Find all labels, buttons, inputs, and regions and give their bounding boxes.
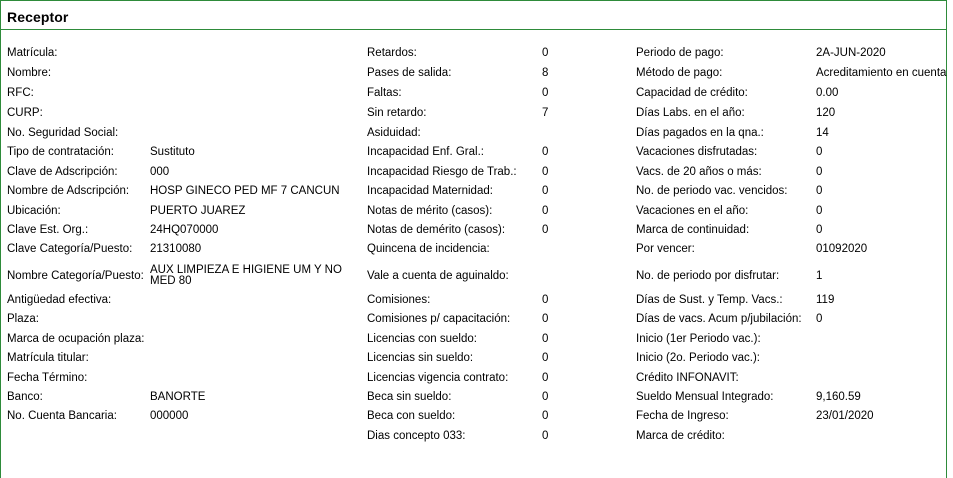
field-label: Asiduidad: xyxy=(367,127,421,139)
field-label: Días pagados en la qna.: xyxy=(636,127,764,139)
field-row xyxy=(1,310,946,330)
field-value: 0 xyxy=(542,372,549,384)
field-value: 0 xyxy=(816,224,823,236)
field-value: 0 xyxy=(816,185,823,197)
field-row xyxy=(1,263,946,289)
field-label: No. de periodo por disfrutar: xyxy=(636,270,780,282)
field-row xyxy=(1,182,946,202)
field-value: 0 xyxy=(542,352,549,364)
field-row xyxy=(1,330,946,350)
field-label: Vacaciones disfrutadas: xyxy=(636,146,758,158)
field-row xyxy=(1,240,946,260)
field-label: RFC: xyxy=(7,87,34,99)
field-row xyxy=(1,104,946,124)
field-label: Clave Est. Org.: xyxy=(7,224,89,236)
field-label: Por vencer: xyxy=(636,243,695,255)
field-label: Sin retardo: xyxy=(367,107,427,119)
field-value: 7 xyxy=(542,107,549,119)
field-row xyxy=(1,44,946,64)
field-label: Inicio (2o. Periodo vac.): xyxy=(636,352,761,364)
field-row xyxy=(1,143,946,163)
field-label: Fecha Término: xyxy=(7,372,88,384)
field-value: 0 xyxy=(542,185,549,197)
field-value: 0 xyxy=(542,146,549,158)
field-label: Vacs. de 20 años o más: xyxy=(636,166,762,178)
receptor-header xyxy=(1,7,946,30)
field-value: HOSP GINECO PED MF 7 CANCUN xyxy=(150,185,340,197)
field-label: Incapacidad Enf. Gral.: xyxy=(367,146,484,158)
field-label: Periodo de pago: xyxy=(636,47,724,59)
field-label: Método de pago: xyxy=(636,67,723,79)
field-value: 0 xyxy=(542,313,549,325)
field-value: AUX LIMPIEZA E HIGIENE UM Y NO MED 80 xyxy=(150,264,342,287)
field-label: Comisiones: xyxy=(367,294,431,306)
field-label: Marca de ocupación plaza: xyxy=(7,333,145,345)
field-row xyxy=(1,407,946,427)
field-value: 01092020 xyxy=(816,243,868,255)
field-label: Inicio (1er Periodo vac.): xyxy=(636,333,761,345)
section-title: Receptor xyxy=(7,9,69,25)
field-label: Tipo de contratación: xyxy=(7,146,114,158)
field-label: Licencias vigencia contrato: xyxy=(367,372,509,384)
field-label: Antigüedad efectiva: xyxy=(7,294,112,306)
field-row xyxy=(1,64,946,84)
field-label: Pases de salida: xyxy=(367,67,452,79)
field-value: 119 xyxy=(816,294,835,306)
field-value: 0 xyxy=(816,313,823,325)
field-label: Nombre de Adscripción: xyxy=(7,185,130,197)
field-row xyxy=(1,163,946,183)
field-value: 9,160.59 xyxy=(816,391,861,403)
field-label: Licencias sin sueldo: xyxy=(367,352,474,364)
field-row xyxy=(1,84,946,104)
field-label: Dias concepto 033: xyxy=(367,430,466,442)
field-label: Banco: xyxy=(7,391,43,403)
field-label: Nombre: xyxy=(7,67,52,79)
field-label: Incapacidad Riesgo de Trab.: xyxy=(367,166,517,178)
field-label: Beca con sueldo: xyxy=(367,410,456,422)
field-label: Marca de crédito: xyxy=(636,430,725,442)
field-row xyxy=(1,349,946,369)
field-label: Vale a cuenta de aguinaldo: xyxy=(367,270,509,282)
field-value: 0 xyxy=(542,224,549,236)
field-value: 0 xyxy=(542,410,549,422)
field-value: 0 xyxy=(816,205,823,217)
field-label: Matrícula: xyxy=(7,47,58,59)
field-label: Ubicación: xyxy=(7,205,61,217)
field-value: Acreditamiento en cuenta xyxy=(816,67,947,79)
field-label: Días de vacs. Acum p/jubilación: xyxy=(636,313,802,325)
field-label: Notas de mérito (casos): xyxy=(367,205,493,217)
field-label: Plaza: xyxy=(7,313,39,325)
field-label: Días Labs. en el año: xyxy=(636,107,745,119)
field-value: 0.00 xyxy=(816,87,839,99)
field-value: 0 xyxy=(542,47,549,59)
field-label: Incapacidad Maternidad: xyxy=(367,185,493,197)
field-label: Notas de demérito (casos): xyxy=(367,224,506,236)
field-row xyxy=(1,221,946,241)
field-label: Quincena de incidencia: xyxy=(367,243,490,255)
field-value: 0 xyxy=(542,166,549,178)
field-label: Vacaciones en el año: xyxy=(636,205,749,217)
field-value: 2A-JUN-2020 xyxy=(816,47,886,59)
field-label: No. de periodo vac. vencidos: xyxy=(636,185,788,197)
field-label: Nombre Categoría/Puesto: xyxy=(7,270,144,282)
field-value: 0 xyxy=(816,166,823,178)
field-label: No. Cuenta Bancaria: xyxy=(7,410,117,422)
field-value: 000000 xyxy=(150,410,189,422)
field-value: 1 xyxy=(816,270,823,282)
field-row xyxy=(1,202,946,222)
field-value: PUERTO JUAREZ xyxy=(150,205,246,217)
field-label: Marca de continuidad: xyxy=(636,224,750,236)
field-value: 0 xyxy=(816,146,823,158)
field-value: 0 xyxy=(542,391,549,403)
field-label: CURP: xyxy=(7,107,43,119)
field-row xyxy=(1,291,946,311)
field-row xyxy=(1,124,946,144)
field-label: Faltas: xyxy=(367,87,402,99)
field-value: 0 xyxy=(542,430,549,442)
field-label: Comisiones p/ capacitación: xyxy=(367,313,511,325)
field-label: Sueldo Mensual Integrado: xyxy=(636,391,774,403)
field-value: 14 xyxy=(816,127,829,139)
field-label: Clave de Adscripción: xyxy=(7,166,118,178)
field-value: 21310080 xyxy=(150,243,202,255)
field-value: 0 xyxy=(542,205,549,217)
field-value: 24HQ070000 xyxy=(150,224,219,236)
field-label: Licencias con sueldo: xyxy=(367,333,477,345)
field-value: 23/01/2020 xyxy=(816,410,874,422)
field-value: 0 xyxy=(542,333,549,345)
field-label: Retardos: xyxy=(367,47,417,59)
field-value: 120 xyxy=(816,107,836,119)
field-label: Días de Sust. y Temp. Vacs.: xyxy=(636,294,783,306)
field-label: Crédito INFONAVIT: xyxy=(636,372,739,384)
field-label: No. Seguridad Social: xyxy=(7,127,119,139)
field-label: Fecha de Ingreso: xyxy=(636,410,729,422)
field-value: 0 xyxy=(542,87,549,99)
field-row xyxy=(1,369,946,389)
field-value: 0 xyxy=(542,294,549,306)
field-row xyxy=(1,388,946,408)
field-value: BANORTE xyxy=(150,391,206,403)
field-label: Beca sin sueldo: xyxy=(367,391,452,403)
field-value: 000 xyxy=(150,166,170,178)
field-row xyxy=(1,427,946,447)
field-value: Sustituto xyxy=(150,146,195,158)
field-value: 8 xyxy=(542,67,549,79)
field-label: Capacidad de crédito: xyxy=(636,87,748,99)
field-label: Matrícula titular: xyxy=(7,352,89,364)
field-label: Clave Categoría/Puesto: xyxy=(7,243,133,255)
